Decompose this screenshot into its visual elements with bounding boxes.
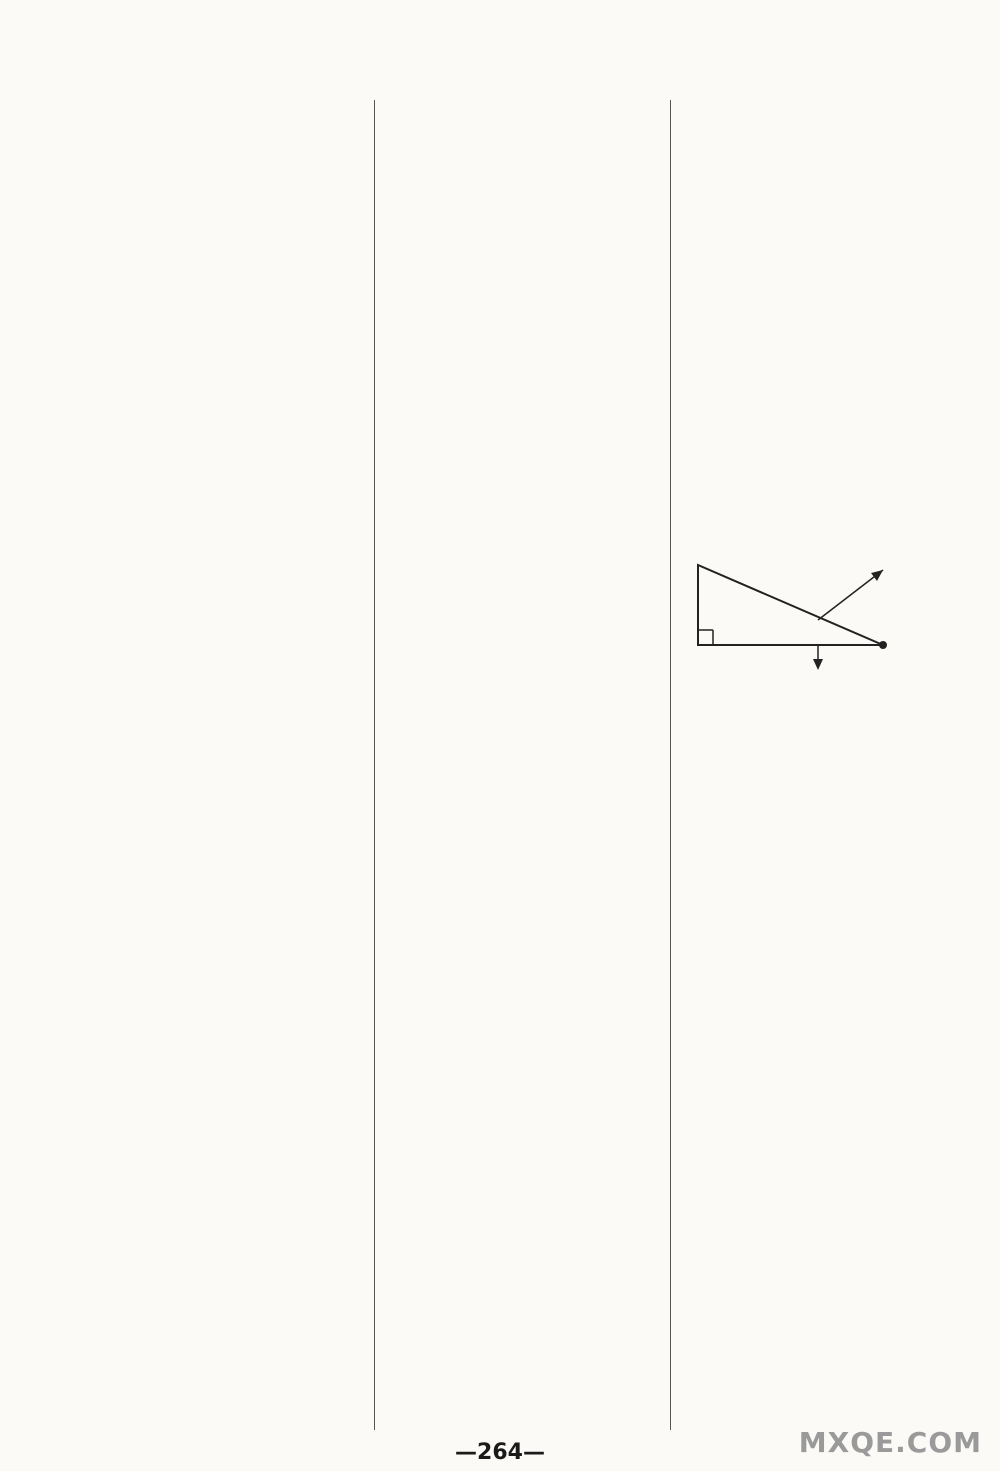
watermark: MXQE.COM xyxy=(798,1426,982,1459)
column-3 xyxy=(670,100,950,1430)
answer-page xyxy=(78,100,950,1430)
column-1 xyxy=(78,100,358,1430)
page-number: —264— xyxy=(455,1440,545,1465)
lever-figure xyxy=(678,495,948,675)
column-2 xyxy=(374,100,654,1430)
